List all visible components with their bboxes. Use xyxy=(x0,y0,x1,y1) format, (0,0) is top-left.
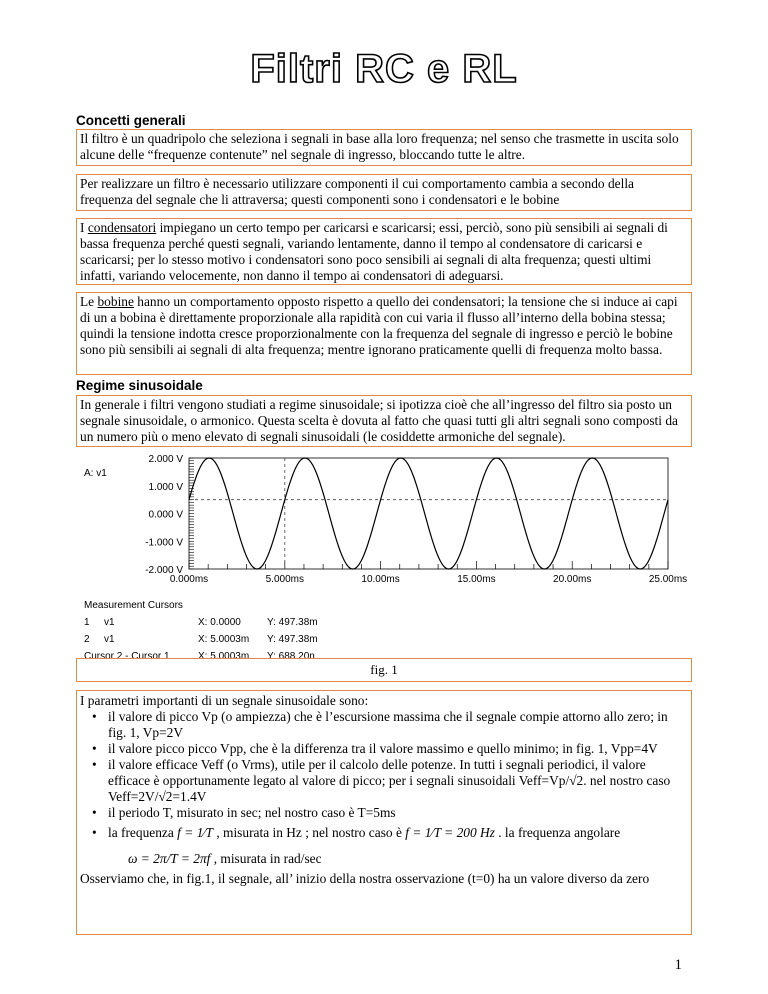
cursor-row-2-y: Y: 497.38m xyxy=(267,634,318,645)
term-condensatori: condensatori xyxy=(87,220,157,235)
cursors-title: Measurement Cursors xyxy=(84,600,183,611)
formula-omega-line: ω = 2π/T = 2πf , misurata in rad/sec xyxy=(128,851,322,866)
x-tick-label: 20.00ms xyxy=(553,574,592,585)
cursor-diff-x: X: 5.0003m xyxy=(198,651,250,662)
y-tick-label: 1.000 V xyxy=(148,481,183,493)
paragraph-condensatori: I condensatori impiegano un certo tempo per caricarsi e scaricarsi; essi, perciò, sono più sensibili ai segnali di bassa frequenza perché questi segnali, variando lentamente, danno il tempo al condensatore di caricarsi e scaricarsi; per lo stesso motivo i condensatori sono poco sensibili ai segnali di alta frequenza; questi ultimi infatti, variando velocemente, non danno il tempo ai condensatori di adeguarsi. xyxy=(76,218,692,285)
page-title xyxy=(0,44,768,90)
param-periodo: • il periodo T, misurato in sec; nel nostro caso è T=5ms xyxy=(108,805,688,821)
heading-regime-sinusoidale: Regime sinusoidale xyxy=(76,378,203,393)
cursor-row-1-id: 1 xyxy=(84,617,90,628)
cursor-diff-label: Cursor 2 - Cursor 1 xyxy=(84,651,170,662)
paragraph-definizione-filtro: Il filtro è un quadripolo che seleziona i segnali in base alla loro frequenza; nel senso che trasmette in uscita solo alcune delle “frequenze contenute” nel segnale di ingresso, bloccando tutte le altre. xyxy=(76,129,692,166)
cursor-row-2-trace: v1 xyxy=(104,634,115,645)
parameters-box xyxy=(76,690,692,935)
y-tick-label: -2.000 V xyxy=(145,565,183,576)
paragraph-bobine: Le bobine hanno un comportamento opposto rispetto a quello dei condensatori; la tensione che si induce ai capi di un a bobina è direttamente proporzionale alla rapidità con cui varia il flusso all’interno della bobina stessa; quindi la tensione indotta cresce proporzionalmente con la frequenza del segnale di ingresso e perciò le bobine sono più sensibili ai segnali di alta frequenza; mentre ignorano praticamente quelli di frequenza molto bassa. xyxy=(76,292,692,375)
param-veff: • il valore efficace Veff (o Vrms), utile per il calcolo delle potenze. In tutti i segnali periodici, il valore efficace è opportunamente legato al valore di picco; per i segnali sinusoidali Veff=Vp/√2. nel nostro caso Veff=2V/√2=1.4V xyxy=(108,757,688,805)
params-last-line: Osserviamo che, in fig.1, il segnale, all’ inizio della nostra osservazione (t=0) ha un valore diverso da zero xyxy=(80,871,650,886)
plot-frame xyxy=(189,458,668,569)
heading-concetti-generali: Concetti generali xyxy=(76,113,186,128)
cursor-row-1-x: X: 0.0000 xyxy=(198,617,241,628)
param-vp: • il valore di picco Vp (o ampiezza) che è l’escursione massima che il segnale compie attorno allo zero; in fig. 1, Vp=2V xyxy=(108,709,688,741)
paragraph-regime-sinusoidale: In generale i filtri vengono studiati a regime sinusoidale; si ipotizza cioè che all’ingresso del filtro sia posto un segnale sinusoidale, o armonico. Questa scelta è dovuta al fatto che quasi tutti gli altri segnali sono composti da un numero più o meno elevato di segnali sinusoidali (le cosiddette armoniche del segnale). xyxy=(76,395,692,447)
params-intro: I parametri importanti di un segnale sinusoidale sono: xyxy=(80,693,369,708)
cursor-row-1-trace: v1 xyxy=(104,617,115,628)
x-tick-label: 10.00ms xyxy=(361,574,400,585)
param-frequenza: • la frequenza f = 1⁄T , misurata in Hz ; nel nostro caso è f = 1⁄T = 200 Hz . la frequenza angolare xyxy=(108,825,688,841)
oscilloscope-chart xyxy=(76,450,692,595)
y-tick-label: 2.000 V xyxy=(148,454,183,465)
cursor-row-1-y: Y: 497.38m xyxy=(267,617,318,628)
page-number: 1 xyxy=(674,957,682,973)
x-tick-label: 15.00ms xyxy=(457,574,496,585)
trace-label: A: v1 xyxy=(84,468,107,479)
x-tick-label: 0.000ms xyxy=(169,574,209,585)
params-list xyxy=(80,709,688,841)
cursor-diff-y: Y: 688.20n xyxy=(267,651,315,662)
page-title-text: Filtri RC e RL xyxy=(250,47,518,91)
y-tick-label: 0.000 V xyxy=(148,509,183,521)
x-tick-label: 25.00ms xyxy=(648,574,688,585)
series-line-v1 xyxy=(189,458,668,569)
x-tick-label: 5.000ms xyxy=(265,574,304,585)
cursor-row-2-x: X: 5.0003m xyxy=(198,634,250,645)
figure-caption: fig. 1 xyxy=(76,658,692,682)
formula-f: f = 1⁄T xyxy=(177,825,213,840)
formula-f-value: f = 1⁄T = 200 Hz xyxy=(405,825,495,840)
y-tick-label: -1.000 V xyxy=(145,537,183,549)
term-bobine: bobine xyxy=(97,294,134,309)
param-vpp: • il valore picco picco Vpp, che è la differenza tra il valore massimo e quello minimo; in fig. 1, Vpp=4V xyxy=(108,741,688,757)
paragraph-componenti: Per realizzare un filtro è necessario utilizzare componenti il cui comportamento cambia a secondo della frequenza del segnale che li attraversa; questi componenti sono i condensatori e le bobine xyxy=(76,174,692,211)
cursor-row-2-id: 2 xyxy=(84,634,90,645)
formula-omega: ω = 2π/T = 2πf xyxy=(128,851,211,866)
